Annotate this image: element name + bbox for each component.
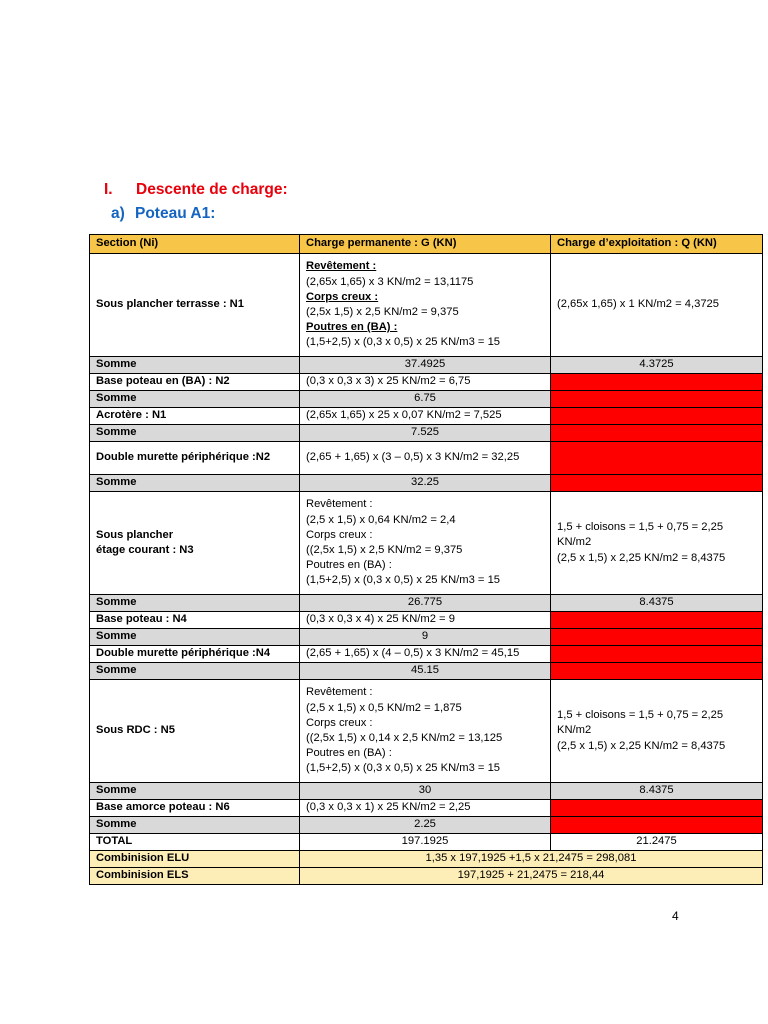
table-row: [90, 800, 763, 817]
load-line: Corps creux :: [306, 528, 373, 541]
load-line: (2,5 x 1,5) x 2,25 KN/m2 = 8,4375: [557, 551, 726, 564]
load-line: (2,5 x 1,5) x 2,25 KN/m2 = 8,4375: [557, 739, 726, 752]
section-line: étage courant : N3: [96, 544, 194, 556]
total-row: [90, 834, 763, 851]
load-line: Corps creux :: [306, 716, 373, 729]
load-line: (2,5 x 1,5) x 0,5 KN/m2 = 1,875: [306, 701, 462, 714]
corps-creux-label: Corps creux :: [306, 290, 379, 303]
row-live-load: [551, 492, 763, 595]
load-line: 1,5 + cloisons = 1,5 + 0,75 = 2,25 KN/m2: [557, 709, 724, 737]
elu-value: 1,35 x 197,1925 +1,5 x 21,2475 = 298,081: [300, 851, 763, 868]
load-line: (1,5+2,5) x (0,3 x 0,5) x 25 KN/m3 = 15: [306, 762, 501, 775]
section-line: Sous plancher: [96, 528, 174, 541]
sum-permanent: 2.25: [300, 817, 551, 834]
row-permanent-load: [300, 680, 551, 783]
table-row: [90, 254, 763, 357]
row-live-load: (2,65x 1,65) x 1 KN/m2 = 4,3725: [551, 254, 763, 357]
empty-live-load-cell: [551, 391, 763, 408]
table-header-row: [90, 235, 763, 254]
row-permanent-load: (0,3 x 0,3 x 1) x 25 KN/m2 = 2,25: [300, 800, 551, 817]
table-row: [90, 612, 763, 629]
sum-label: Somme: [90, 357, 300, 374]
row-section: Sous RDC : N5: [90, 680, 300, 783]
sum-permanent: 9: [300, 629, 551, 646]
revetement-value: (2,65x 1,65) x 3 KN/m2 = 13,1175: [306, 275, 474, 288]
sum-row: [90, 475, 763, 492]
total-live: 21.2475: [551, 834, 763, 851]
sum-row: [90, 425, 763, 442]
poutres-value: (1,5+2,5) x (0,3 x 0,5) x 25 KN/m3 = 15: [306, 336, 501, 349]
sum-permanent: 30: [300, 783, 551, 800]
sum-label: Somme: [90, 783, 300, 800]
sum-row: [90, 783, 763, 800]
row-section: Sous plancher terrasse : N1: [90, 254, 300, 357]
row-permanent-load: (0,3 x 0,3 x 4) x 25 KN/m2 = 9: [300, 612, 551, 629]
sum-row: [90, 817, 763, 834]
sum-row: [90, 629, 763, 646]
empty-live-load-cell: [551, 475, 763, 492]
section-heading: [104, 181, 288, 199]
empty-live-load-cell: [551, 374, 763, 391]
row-section: Double murette périphérique :N2: [90, 442, 300, 475]
empty-live-load-cell: [551, 646, 763, 663]
sum-live: 8.4375: [551, 783, 763, 800]
sum-label: Somme: [90, 595, 300, 612]
load-line: Revêtement :: [306, 498, 373, 511]
table-row: [90, 680, 763, 783]
empty-live-load-cell: [551, 800, 763, 817]
sum-label: Somme: [90, 629, 300, 646]
empty-live-load-cell: [551, 442, 763, 475]
header-live-load: Charge d’exploitation : Q (KN): [551, 235, 763, 254]
sum-permanent: 45.15: [300, 663, 551, 680]
els-label: Combinision ELS: [90, 868, 300, 885]
empty-live-load-cell: [551, 612, 763, 629]
empty-live-load-cell: [551, 663, 763, 680]
empty-live-load-cell: [551, 629, 763, 646]
table-row: [90, 374, 763, 391]
table-row: [90, 646, 763, 663]
els-value: 197,1925 + 21,2475 = 218,44: [300, 868, 763, 885]
subsection-heading: [111, 205, 215, 223]
row-live-load: [551, 680, 763, 783]
sum-permanent: 6.75: [300, 391, 551, 408]
poutres-label: Poutres en (BA) :: [306, 321, 398, 334]
row-permanent-load: (0,3 x 0,3 x 3) x 25 KN/m2 = 6,75: [300, 374, 551, 391]
sum-row: [90, 663, 763, 680]
table-row: [90, 492, 763, 595]
empty-live-load-cell: [551, 425, 763, 442]
load-line: Poutres en (BA) :: [306, 559, 392, 572]
sum-label: Somme: [90, 817, 300, 834]
sum-row: [90, 595, 763, 612]
sum-label: Somme: [90, 425, 300, 442]
row-section: Base amorce poteau : N6: [90, 800, 300, 817]
sum-live: 8.4375: [551, 595, 763, 612]
load-line: Poutres en (BA) :: [306, 747, 392, 760]
elu-combination-row: [90, 851, 763, 868]
sum-permanent: 37.4925: [300, 357, 551, 374]
total-label: TOTAL: [90, 834, 300, 851]
empty-live-load-cell: [551, 817, 763, 834]
sum-row: [90, 391, 763, 408]
load-line: 1,5 + cloisons = 1,5 + 0,75 = 2,25 KN/m2: [557, 521, 724, 549]
row-section: Base poteau : N4: [90, 612, 300, 629]
sum-label: Somme: [90, 475, 300, 492]
sum-label: Somme: [90, 663, 300, 680]
load-line: ((2,5x 1,5) x 2,5 KN/m2 = 9,375: [306, 544, 463, 556]
sum-permanent: 32.25: [300, 475, 551, 492]
empty-live-load-cell: [551, 408, 763, 425]
elu-label: Combinision ELU: [90, 851, 300, 868]
revetement-label: Revêtement :: [306, 260, 377, 273]
header-permanent-load: Charge permanente : G (KN): [300, 235, 551, 254]
load-line: ((2,5x 1,5) x 0,14 x 2,5 KN/m2 = 13,125: [306, 732, 503, 744]
sum-live: 4.3725: [551, 357, 763, 374]
row-section: [90, 492, 300, 595]
els-combination-row: [90, 868, 763, 885]
load-descent-table: [89, 234, 763, 885]
page-number: 4: [672, 909, 679, 923]
section-number: I.: [104, 181, 113, 198]
load-line: Revêtement :: [306, 686, 373, 699]
table-row: [90, 408, 763, 425]
row-permanent-load: (2,65 + 1,65) x (4 – 0,5) x 3 KN/m2 = 45,15: [300, 646, 551, 663]
sum-label: Somme: [90, 391, 300, 408]
load-line: (1,5+2,5) x (0,3 x 0,5) x 25 KN/m3 = 15: [306, 574, 501, 587]
table-row: [90, 442, 763, 475]
sum-row: [90, 357, 763, 374]
row-section: Base poteau en (BA) : N2: [90, 374, 300, 391]
corps-creux-value: (2,5x 1,5) x 2,5 KN/m2 = 9,375: [306, 306, 459, 318]
row-section: Acrotère : N1: [90, 408, 300, 425]
section-title: Descente de charge:: [136, 181, 288, 198]
header-section: Section (Ni): [90, 235, 300, 254]
subsection-title: Poteau A1:: [135, 205, 216, 222]
row-permanent-load: [300, 254, 551, 357]
total-permanent: 197.1925: [300, 834, 551, 851]
sum-permanent: 26.775: [300, 595, 551, 612]
row-permanent-load: (2,65 + 1,65) x (3 – 0,5) x 3 KN/m2 = 32,25: [300, 442, 551, 475]
subsection-number: a): [111, 205, 125, 222]
row-section: Double murette périphérique :N4: [90, 646, 300, 663]
row-permanent-load: (2,65x 1,65) x 25 x 0,07 KN/m2 = 7,525: [300, 408, 551, 425]
load-line: (2,5 x 1,5) x 0,64 KN/m2 = 2,4: [306, 513, 456, 526]
row-permanent-load: [300, 492, 551, 595]
sum-permanent: 7.525: [300, 425, 551, 442]
